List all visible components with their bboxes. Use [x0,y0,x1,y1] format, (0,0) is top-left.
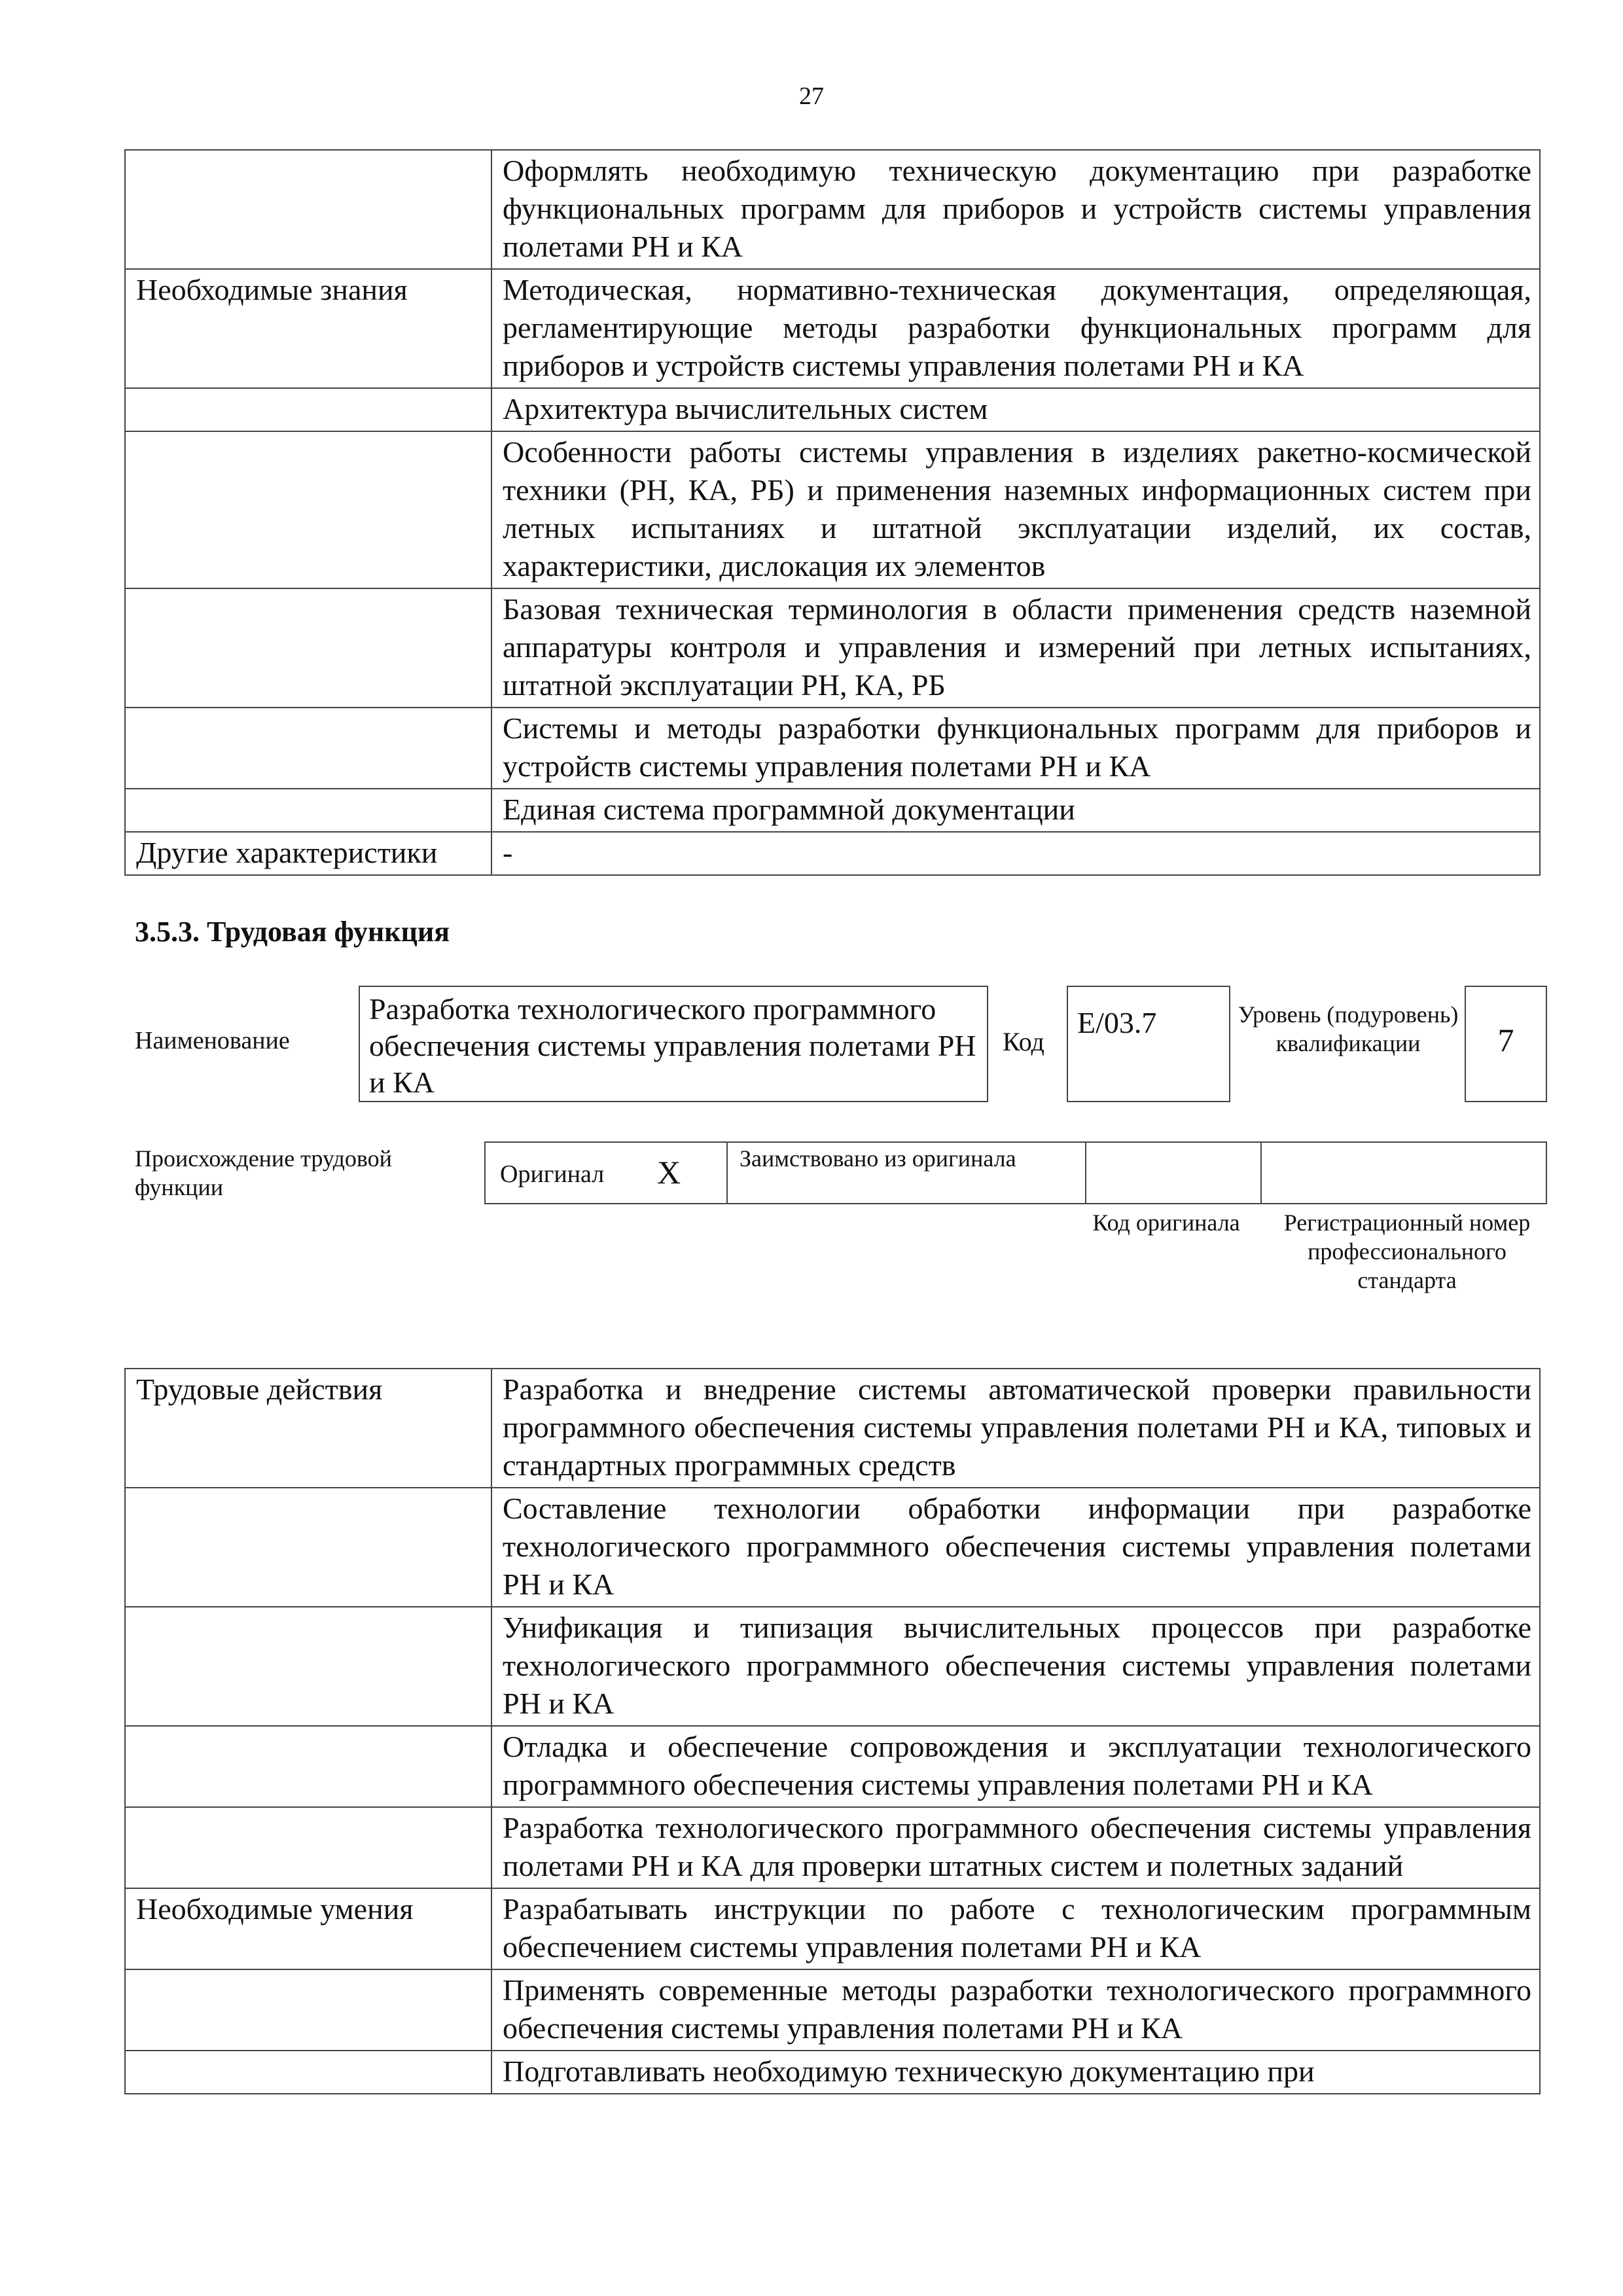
row-text: Методическая, нормативно-техническая документация, определяющая, регламентирующие методы разработки функциональных программ для приборов и устройств системы управления полетами РН и КА [491,269,1540,388]
reg-number-caption: Регистрационный номер профессионального стандарта [1283,1210,1531,1293]
row-label: Необходимые знания [125,269,491,388]
borrowed-cell [728,1143,1086,1203]
row-label: Трудовые действия [125,1369,491,1488]
row-label [125,1726,491,1807]
table-row [125,150,1540,269]
row-text: Унификация и типизация вычислительных процессов при разработке технологического программного обеспечения системы управления полетами РН и КА [491,1607,1540,1726]
table-row [125,1888,1540,1969]
original-mark: X [657,1154,681,1191]
section-title: 3.5.3. Трудовая функция [135,916,450,948]
page-number: 27 [799,82,824,110]
row-label [125,1807,491,1888]
code-original-cell [1086,1143,1262,1203]
row-text: Отладка и обеспечение сопровождения и эксплуатации технологического программного обеспечения системы управления полетами РН и КА [491,1726,1540,1807]
row-text: Единая система программной документации [491,789,1540,832]
row-label [125,431,491,588]
row-text: Составление технологии обработки информации при разработке технологического программного обеспечения системы управления полетами РН и КА [491,1488,1540,1607]
top-requirements-table [124,149,1541,876]
table-row [125,431,1540,588]
table-row [125,1607,1540,1726]
original-label: Оригинал [500,1160,605,1188]
origin-label: Происхождение трудовой функции [135,1145,392,1200]
table-row [125,1369,1540,1488]
code-label: Код [1003,1027,1044,1056]
table-row [125,1807,1540,1888]
row-label [125,388,491,431]
original-cell [486,1143,728,1203]
table-row [125,789,1540,832]
borrowed-label: Заимствовано из оригинала [740,1145,1016,1172]
row-text: Архитектура вычислительных систем [491,388,1540,431]
row-label [125,1969,491,2051]
name-label: Наименование [135,1027,290,1054]
origin-row [484,1141,1547,1204]
row-label: Необходимые умения [125,1888,491,1969]
row-label [125,2051,491,2094]
row-label [125,588,491,708]
row-label: Другие характеристики [125,832,491,875]
table-row [125,708,1540,789]
level-label: Уровень (подуровень) квалификации [1238,1001,1459,1056]
table-row [125,588,1540,708]
table-row [125,2051,1540,2094]
table-row [125,1726,1540,1807]
row-text: Разрабатывать инструкции по работе с технологическим программным обеспечением системы управления полетами РН и КА [491,1888,1540,1969]
table-row [125,388,1540,431]
table-row [125,269,1540,388]
row-text: Особенности работы системы управления в изделиях ракетно-космической техники (РН, КА, РБ) и применения наземных информационных систем при летных испытаниях и штатной эксплуатации изделий, их состав, характеристики, дислокация их элементов [491,431,1540,588]
row-text: Подготавливать необходимую техническую документацию при [491,2051,1540,2094]
code-value-box: E/03.7 [1067,986,1230,1102]
table-row [125,1969,1540,2051]
row-label [125,1607,491,1726]
row-text: Применять современные методы разработки технологического программного обеспечения системы управления полетами РН и КА [491,1969,1540,2051]
row-text: Разработка технологического программного обеспечения системы управления полетами РН и КА для проверки штатных систем и полетных заданий [491,1807,1540,1888]
row-text: Системы и методы разработки функциональных программ для приборов и устройств системы управления полетами РН и КА [491,708,1540,789]
row-text: Оформлять необходимую техническую документацию при разработке функциональных программ для приборов и устройств системы управления полетами РН и КА [491,150,1540,269]
function-name-box: Разработка технологического программного обеспечения системы управления полетами РН и КА [359,986,988,1102]
row-text: Базовая техническая терминология в области применения средств наземной аппаратуры контроля и управления и измерений при летных испытаниях, штатной эксплуатации РН, КА, РБ [491,588,1540,708]
table-row [125,1488,1540,1607]
row-label [125,1488,491,1607]
level-value-box: 7 [1465,986,1547,1102]
row-text: - [491,832,1540,875]
row-label [125,789,491,832]
row-text: Разработка и внедрение системы автоматической проверки правильности программного обеспечения системы управления полетами РН и КА, типовых и стандартных программных средств [491,1369,1540,1488]
row-label [125,150,491,269]
row-label [125,708,491,789]
table-row [125,832,1540,875]
bottom-actions-table [124,1368,1541,2094]
code-original-caption: Код оригинала [1092,1210,1240,1236]
